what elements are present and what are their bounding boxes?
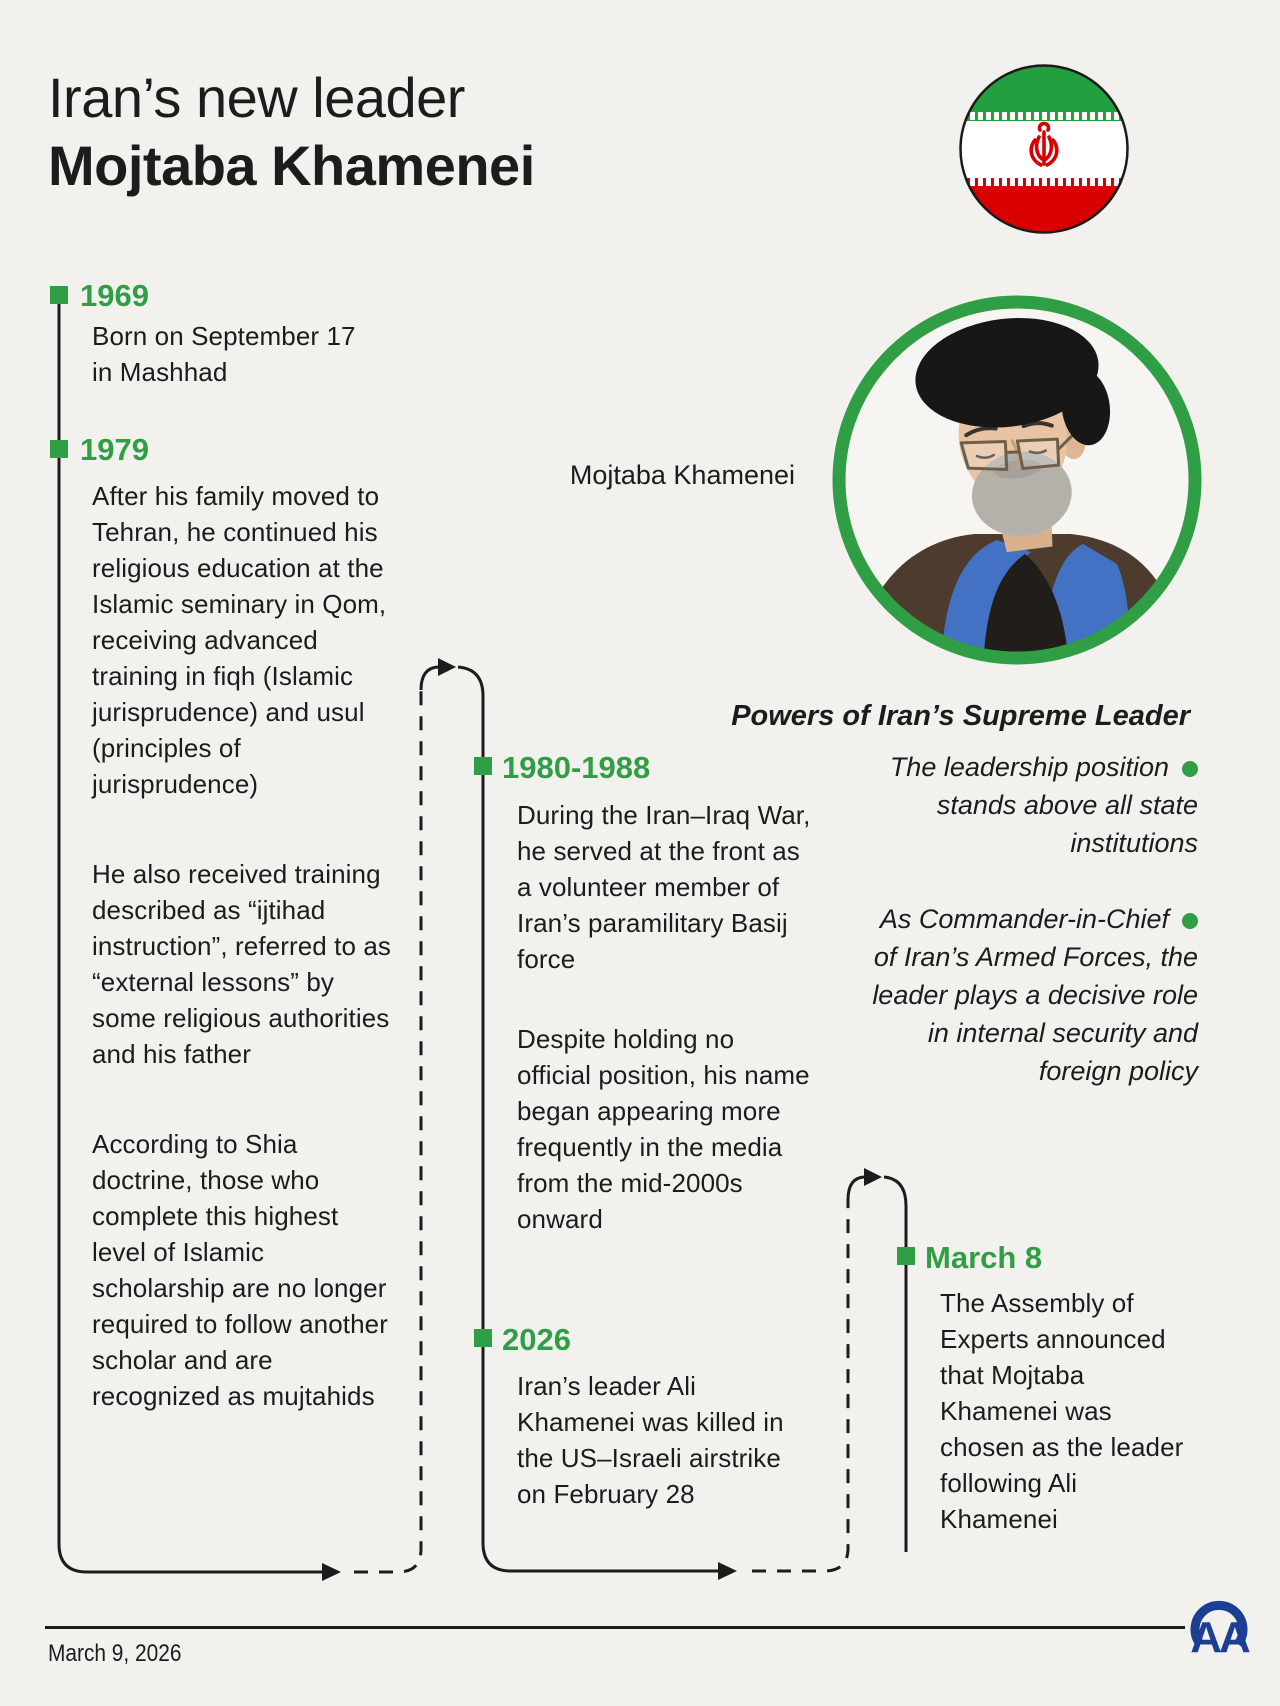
iran-flag-icon <box>958 63 1130 235</box>
timeline-text-1969: Born on September 17 in Mashhad <box>92 321 356 387</box>
timeline-text-1979: After his family moved to Tehran, he continued his religious education at the Islamic seminary in Qom, receiving advanced training in fiqh (Islamic jurisprudence) and usul (principles of jurisprudence) He also received training described as “ijtihad instruction”, referred to as “external lessons” by some religious authorities and his father According to Shia doctrine, those who complete this highest level of Islamic scholarship are no longer required to follow another scholar and are recognized as mujtahids <box>92 481 392 1411</box>
powers-heading: Powers of Iran’s Supreme Leader <box>731 700 1190 732</box>
footer-date: March 9, 2026 <box>48 1640 182 1667</box>
arrow-icon <box>864 1168 882 1186</box>
agency-logo-text: AA <box>1190 1613 1248 1662</box>
portrait-caption: Mojtaba Khamenei <box>569 460 795 490</box>
bullet-dot-icon <box>1182 913 1198 929</box>
timeline-year-2026: 2026 <box>502 1322 571 1357</box>
powers-bullet-1 <box>838 748 1198 862</box>
page-title <box>48 64 535 200</box>
timeline-text-march-8: The Assembly of Experts announced that Mojtaba Khamenei was chosen as the leader following Ali Khamenei <box>940 1288 1184 1534</box>
anadolu-agency-logo <box>1180 1588 1258 1666</box>
bullet-dot-icon <box>1182 761 1198 777</box>
arrow-icon <box>718 1562 737 1580</box>
timeline-year-1969: 1969 <box>80 278 149 313</box>
title-line1: Iran’s new leader <box>48 66 465 129</box>
timeline-text-2026: Iran’s leader Ali Khamenei was killed in the US–Israeli airstrike on February 28 <box>517 1371 784 1509</box>
timeline-text-1980-1988: During the Iran–Iraq War, he served at the front as a volunteer member of Iran’s paramilitary Basij force Despite holding no official position, his name began appearing more frequently in the media from the mid-2000s onward <box>517 800 811 1234</box>
timeline-line-right <box>884 1177 906 1552</box>
timeline-hook-right <box>848 1177 864 1200</box>
timeline-marker-march-8 <box>897 1247 915 1265</box>
timeline-year-1979: 1979 <box>80 432 149 467</box>
timeline-hook-mid <box>421 667 438 690</box>
arrow-icon <box>438 658 456 676</box>
timeline-marker-1969 <box>50 286 68 304</box>
powers-bullet-2 <box>864 900 1198 1090</box>
timeline-marker-1979 <box>50 440 68 458</box>
powers-bullet-2-text: As Commander-in-Chief of Iran’s Armed Forces, the leader plays a decisive role in internal security and foreign policy <box>872 904 1198 1086</box>
timeline-marker-2026 <box>474 1329 492 1347</box>
footer-divider <box>45 1626 1185 1629</box>
arrow-icon <box>322 1563 341 1581</box>
title-line2: Mojtaba Khamenei <box>48 134 535 197</box>
timeline-year-1980-1988: 1980-1988 <box>502 750 651 785</box>
timeline-marker-1980-1988 <box>474 757 492 775</box>
powers-bullet-1-text: The leadership position stands above all state institutions <box>889 752 1198 858</box>
timeline-year-march-8: March 8 <box>925 1240 1043 1275</box>
portrait-photo <box>825 288 1209 672</box>
